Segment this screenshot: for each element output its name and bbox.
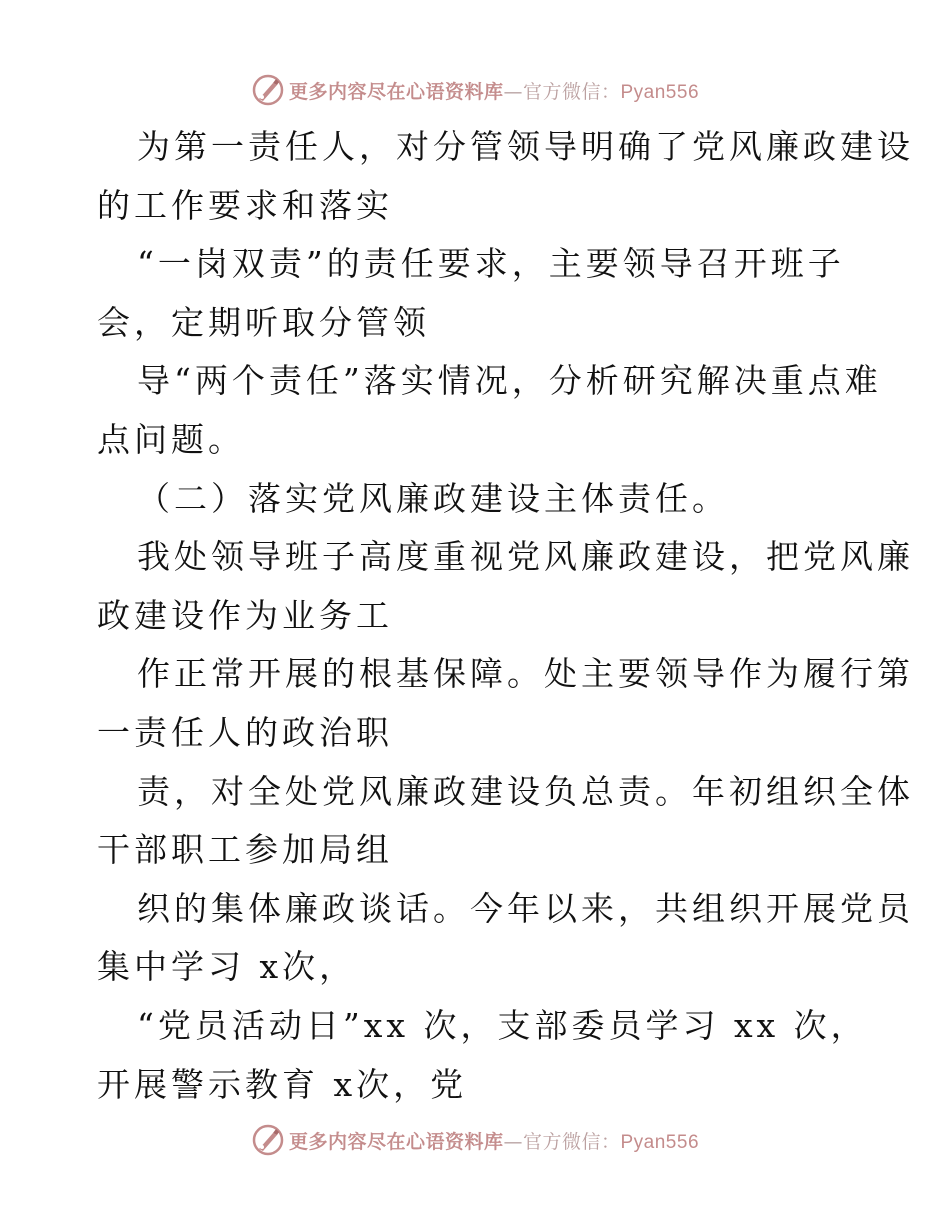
watermark-text: [289, 77, 699, 104]
watermark-sub: 官方微信：: [522, 80, 621, 103]
footer-watermark: [0, 1120, 950, 1160]
watermark-id: Pyan556: [620, 81, 700, 103]
text-line: “党员活动日”xx 次，支部委员学习 xx 次，: [137, 1005, 868, 1045]
text-line: 开展警示教育 x次，党: [97, 1064, 468, 1104]
text-line: 会，定期听取分管领: [97, 302, 430, 342]
text-line: “一岗双责”的责任要求，主要领导召开班子: [137, 244, 845, 284]
text-line: 导“两个责任”落实情况，分析研究解决重点难: [137, 361, 882, 401]
pen-logo-icon: [251, 73, 285, 107]
watermark-separator: —: [503, 80, 523, 103]
text-line: 点问题。: [97, 419, 245, 459]
text-line: 作正常开展的根基保障。处主要领导作为履行第: [137, 654, 914, 694]
document-body: [97, 118, 914, 1114]
text-line: 为第一责任人，对分管领导明确了党风廉政建设: [137, 127, 914, 166]
text-line: 干部职工参加局组: [97, 830, 393, 870]
text-line: 织的集体廉政谈话。今年以来，共组织开展党员: [137, 888, 914, 928]
text-line: 责，对全处党风廉政建设负总责。年初组织全体: [137, 771, 914, 811]
pen-logo-icon: [251, 1123, 285, 1157]
watermark-main: 更多内容尽在心语资料库: [288, 1130, 504, 1153]
text-line: 的工作要求和落实: [97, 185, 393, 225]
text-line: 集中学习 x次，: [97, 947, 357, 987]
watermark-sub: 官方微信：: [522, 1130, 621, 1153]
watermark-text: [289, 1127, 699, 1154]
text-line: 政建设作为业务工: [97, 595, 393, 635]
watermark-separator: —: [503, 1130, 523, 1153]
watermark-main: 更多内容尽在心语资料库: [288, 80, 504, 103]
watermark-id: Pyan556: [620, 1131, 700, 1153]
text-line: 一责任人的政治职: [97, 712, 393, 752]
header-watermark: [0, 70, 950, 110]
section-heading: （二）落实党风廉政建设主体责任。: [137, 478, 729, 518]
text-line: 我处领导班子高度重视党风廉政建设，把党风廉: [137, 537, 914, 577]
